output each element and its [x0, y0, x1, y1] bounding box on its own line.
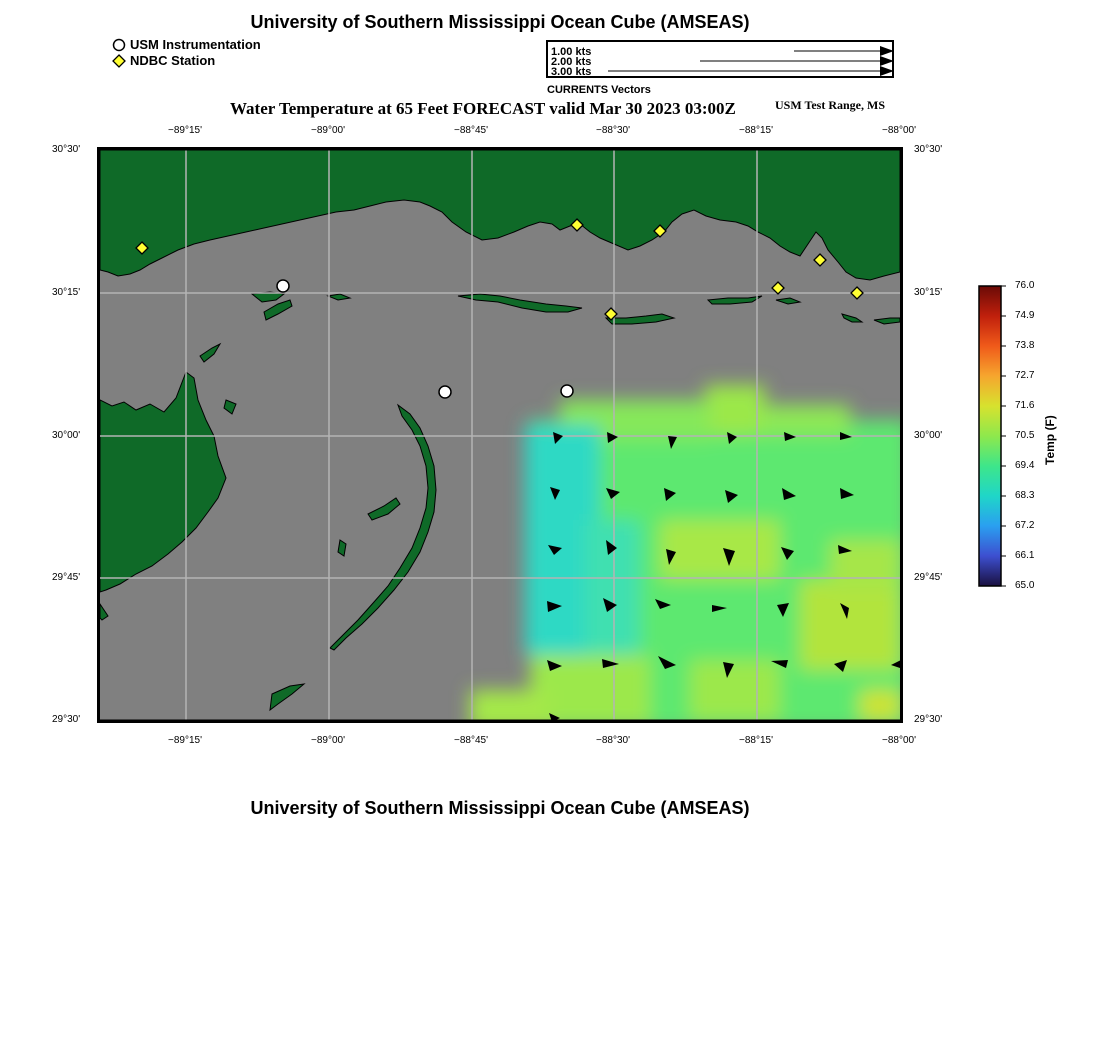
lon-tick-bottom-0: −89°15'	[168, 735, 202, 746]
vector-label-3: 3.00 kts	[551, 66, 592, 78]
legend-label-ndbc: NDBC Station	[130, 53, 216, 68]
lon-tick-top-0: −89°15'	[168, 125, 202, 136]
legend-label-usm: USM Instrumentation	[130, 37, 261, 52]
vector-legend-arrows	[548, 42, 894, 78]
lon-tick-bottom-5: −88°00'	[882, 735, 916, 746]
lat-tick-left-4: 29°30'	[52, 714, 81, 725]
lon-tick-bottom-3: −88°30'	[596, 735, 630, 746]
vector-legend-box	[546, 40, 894, 78]
colorbar-label-0: 76.0	[1015, 280, 1035, 291]
colorbar-label-4: 71.6	[1015, 400, 1035, 411]
lon-tick-top-5: −88°00'	[882, 125, 916, 136]
colorbar-label-7: 68.3	[1015, 490, 1035, 501]
lon-tick-top-1: −89°00'	[311, 125, 345, 136]
colorbar-label-1: 74.9	[1015, 310, 1035, 321]
lat-tick-left-1: 30°15'	[52, 287, 81, 298]
vector-legend-title: CURRENTS Vectors	[547, 84, 651, 96]
colorbar-label-8: 67.2	[1015, 520, 1035, 531]
lon-tick-bottom-4: −88°15'	[739, 735, 773, 746]
lat-tick-right-3: 29°45'	[914, 572, 943, 583]
colorbar	[976, 283, 1006, 589]
lat-tick-right-2: 30°00'	[914, 430, 943, 441]
vector-label-2: 2.00 kts	[551, 56, 592, 68]
lon-tick-top-3: −88°30'	[596, 125, 630, 136]
vector-label-1: 1.00 kts	[551, 46, 592, 58]
lat-tick-left-3: 29°45'	[52, 572, 81, 583]
lon-tick-top-2: −88°45'	[454, 125, 488, 136]
map-subtitle: Water Temperature at 65 Feet FORECAST valid Mar 30 2023 03:00Z	[230, 99, 736, 118]
lon-tick-bottom-1: −89°00'	[311, 735, 345, 746]
lon-tick-top-4: −88°15'	[739, 125, 773, 136]
colorbar-label-5: 70.5	[1015, 430, 1035, 441]
lat-tick-left-2: 30°00'	[52, 430, 81, 441]
white-circle-icon	[112, 38, 126, 52]
colorbar-label-10: 65.0	[1015, 580, 1035, 591]
colorbar-title: Temp (F)	[1043, 415, 1057, 465]
yellow-diamond-icon	[112, 54, 126, 68]
map-panel	[90, 140, 920, 732]
map-region: USM Test Range, MS	[775, 98, 886, 112]
colorbar-label-2: 73.8	[1015, 340, 1035, 351]
page-title: University of Southern Mississippi Ocean Cube (AMSEAS)	[250, 12, 750, 32]
lat-tick-right-0: 30°30'	[914, 144, 943, 155]
colorbar-label-9: 66.1	[1015, 550, 1035, 561]
lat-tick-left-0: 30°30'	[52, 144, 81, 155]
colorbar-label-6: 69.4	[1015, 460, 1035, 471]
colorbar-label-3: 72.7	[1015, 370, 1035, 381]
lon-tick-bottom-2: −88°45'	[454, 735, 488, 746]
lat-tick-right-4: 29°30'	[914, 714, 943, 725]
footer-title: University of Southern Mississippi Ocean Cube (AMSEAS)	[250, 798, 750, 818]
lat-tick-right-1: 30°15'	[914, 287, 943, 298]
